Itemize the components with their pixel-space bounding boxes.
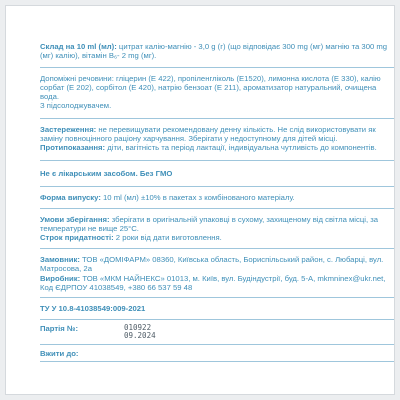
contraindications-text: діти, вагітність та період лактації, індивідуальна чутливість до компонентів. [105, 142, 377, 152]
lot-date: 09.2024 [124, 331, 156, 341]
manufacturer-paragraph [40, 274, 394, 292]
warnings-paragraph [40, 125, 394, 143]
divider [40, 361, 394, 362]
customer-paragraph [40, 255, 394, 273]
customer-text: ТОВ «ДОМІФАРМ» 08360, Київська область, Бориспільський район, с. Любарці, вул. Матросова, 2а [40, 255, 384, 274]
contraindications-label: Протипоказання: [40, 142, 106, 152]
not-medicine-notice: Не є лікарським засобом. Без ГМО [40, 168, 173, 178]
excipients-paragraph: Допоміжні речовини: гліцерин (E 422), пропіленгліколь (E1520), лимонна кислота (E 330), калію сорбат (E 202), сорбітол (E 420), натрію бензоат (E 211), ароматизатор натуральний, очищена вода. [40, 74, 381, 102]
release-form-label: Форма випуску: [40, 192, 101, 202]
manufacturer-text: ТОВ «МКМ НАЙНЕКС» 01013, м. Київ, вул. Будіндустрії, буд. 5-А, mkmninex@ukr.net, Код ЄДРПОУ 41038549, +380 66 537 59 48 [40, 273, 386, 292]
customer-label: Замовник: [40, 255, 80, 265]
leaflet-document [40, 42, 394, 362]
contraindications-paragraph [40, 143, 394, 152]
storage-label: Умови зберігання: [40, 215, 110, 225]
technical-standard: ТУ У 10.8-41038549:009-2021 [40, 303, 146, 313]
warnings-text: не перевищувати рекомендовану денну кількість. Не слід використовувати як заміну повноцінного раціону харчування. Зберігати у недоступному для дітей місці. [40, 124, 376, 143]
composition-text: цитрат калію-магнію - 3,0 g (г) (що відповідає 300 mg (мг) магнію та 300 mg (мг) калію), вітамін B₆- 2 mg (мг). [40, 42, 388, 61]
storage-paragraph [40, 215, 394, 233]
shelf-life-text: 2 роки від дати виготовлення. [113, 233, 222, 243]
storage-text: зберігати в оригінальній упаковці в сухому, захищеному від світла місці, за температури не вище 25°С. [40, 215, 379, 234]
warnings-label: Застереження: [40, 124, 97, 134]
lot-label: Партія №: [40, 323, 79, 333]
use-by-label: Вжити до: [40, 348, 79, 358]
composition-label: Склад на 10 ml (мл): [40, 42, 117, 51]
sweetener-note: З підсолоджувачем. [40, 101, 112, 111]
lot-row [40, 320, 394, 344]
manufacturer-label: Виробник: [40, 273, 81, 283]
leaflet-card [6, 6, 394, 394]
shelf-life-paragraph [40, 233, 394, 242]
shelf-life-label: Строк придатності: [40, 233, 114, 243]
lot-stamp [124, 324, 156, 341]
composition-paragraph [40, 42, 394, 60]
release-form-paragraph [40, 193, 394, 202]
release-form-text: 10 ml (мл) ±10% в пакетах з комбінованого матеріалу. [100, 192, 295, 202]
lot-number: 010922 [124, 322, 152, 332]
